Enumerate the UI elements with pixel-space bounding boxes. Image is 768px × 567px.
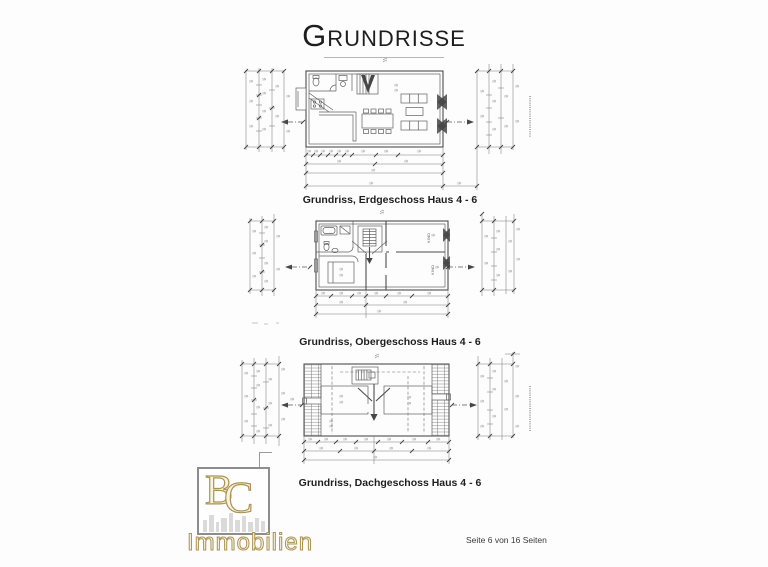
logo-corner-mark: [259, 452, 260, 467]
plan1-stairs: [357, 74, 378, 94]
logo-corner-mark-h: [259, 452, 272, 453]
entry-arrow-right-icon: [446, 265, 475, 270]
plan1-dining: [362, 109, 393, 134]
plan1-dim-right: [475, 64, 530, 154]
plan1-living: [395, 84, 427, 130]
floorplan-erdgeschoss-drawing: [228, 56, 548, 204]
entry-arrow-left-icon: [281, 119, 305, 124]
floorplan-dachgeschoss-drawing: [228, 350, 548, 488]
plan3-rooms: [321, 386, 432, 428]
plan1-wc: [309, 74, 352, 91]
caption-erdgeschoss: Grundriss, Erdgeschoss Haus 4 - 6: [302, 194, 478, 206]
floorplan-obergeschoss-drawing: [232, 206, 542, 340]
page-title: Grundrisse: [302, 18, 466, 53]
plan3-dim-left: [240, 356, 284, 446]
plan1-windows: [437, 94, 447, 134]
room-label-kind-2: KIND: [430, 264, 435, 275]
entry-arrow-right-icon: [450, 403, 477, 408]
plan3-dim-right: [476, 352, 530, 440]
caption-obergeschoss: Grundriss, Obergeschoss Haus 4 - 6: [299, 336, 481, 348]
plan2-dim-right: [480, 212, 519, 296]
entry-arrow-right-icon: [445, 119, 474, 124]
plan1-kitchen: [309, 93, 356, 141]
logo-subtitle: Immobilien: [187, 529, 314, 556]
page-number: Seite 6 von 16 Seiten: [466, 535, 547, 545]
caption-dachgeschoss: Grundriss, Dachgeschoss Haus 4 - 6: [298, 477, 482, 489]
plan2-dim-left: [248, 214, 279, 296]
plan3-dim-bottom: [302, 436, 451, 464]
company-logo: [197, 467, 270, 535]
logo-letter-b: B: [205, 468, 234, 514]
plan2-bath: [316, 221, 353, 253]
plan1-dim-bottom: [304, 147, 479, 190]
entry-arrow-left-icon: [285, 265, 312, 270]
plan2-dim-bottom: [252, 290, 450, 324]
room-label-kind-1: KIND: [426, 232, 431, 243]
plan2-stairs: [352, 226, 387, 264]
plan1-dim-left: [244, 68, 289, 152]
entry-arrow-left-icon: [281, 398, 304, 408]
plan2-bedroom: [328, 262, 354, 283]
logo-letter-c: C: [224, 473, 254, 522]
